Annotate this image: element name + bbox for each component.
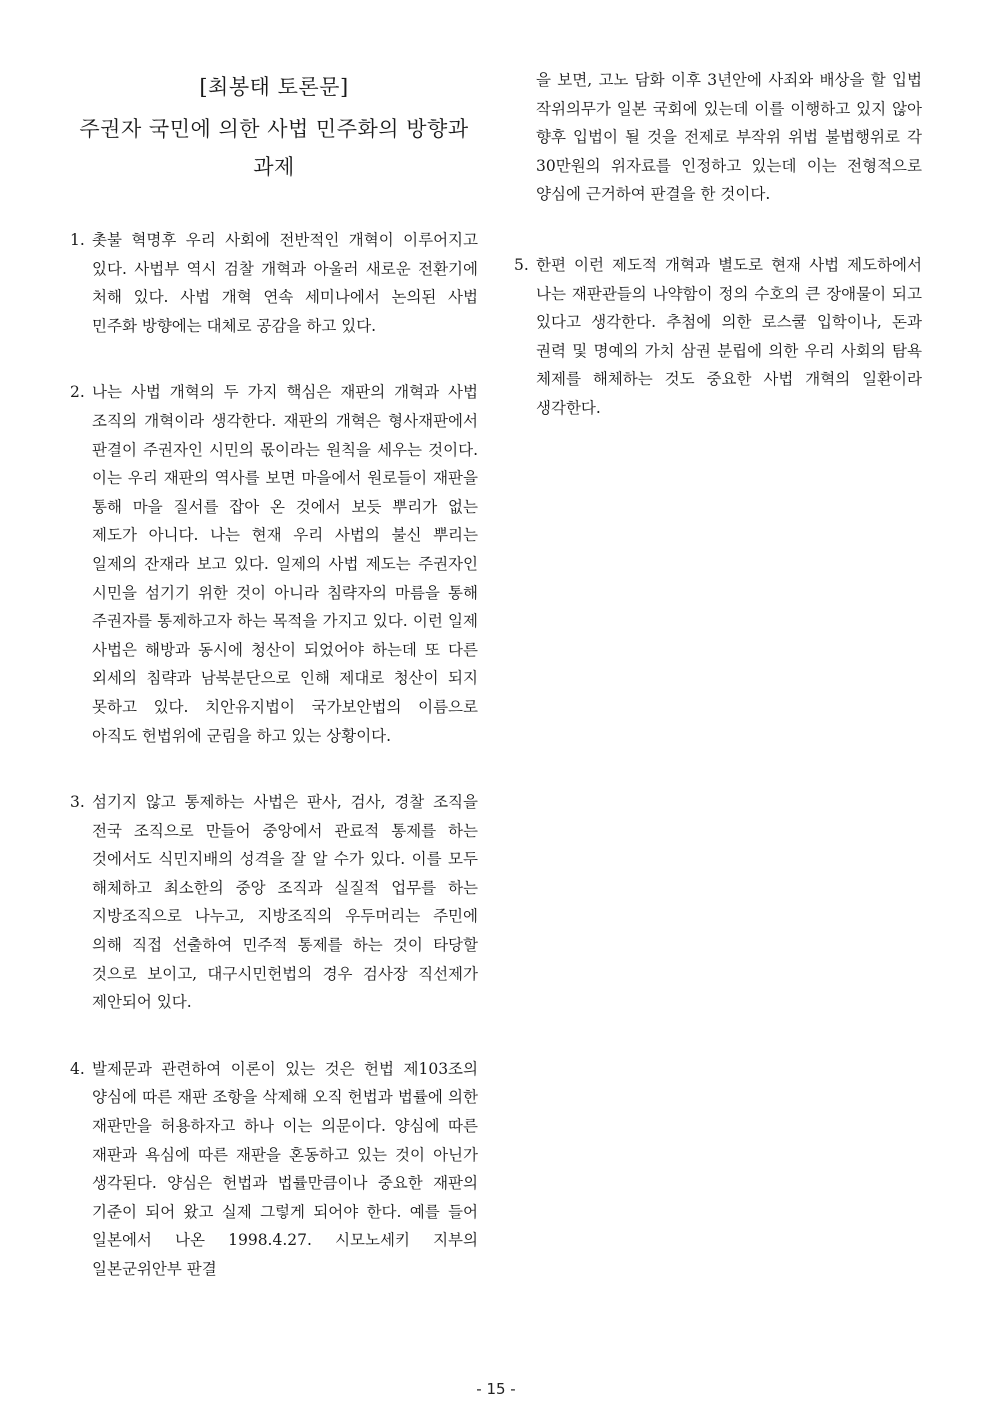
paragraph-text: 나는 사법 개혁의 두 가지 핵심은 재판의 개혁과 사법 조직의 개혁이라 생각한다. 재판의 개혁은 형사재판에서 판결이 주권자인 시민의 몫이라는 원칙을 세우는 것이다. 이는 우리 재판의 역사를 보면 마을에서 원로들이 재판을 통해 마을 질서를 잡아 온 것에서 보듯 뿌리가 없는 제도가 아니다. 나는 현재 우리 사법의 불신 뿌리는 일제의 잔재라 보고 있다. 일제의 사법 제도는 주권자인 시민을 섬기기 위한 것이 아니라 침략자의 마름을 통해 주권자를 통제하고자 하는 목적을 가지고 있다. 이런 일제 사법은 해방과 동시에 청산이 되었어야 하는데 또 다른 외세의 침략과 남북분단으로 인해 제대로 청산이 되지 못하고 있다. 치안유지법이 국가보안법의 이름으로 아직도 헌법위에 군림을 하고 있는 상황이다. xyxy=(92,383,478,745)
left-column xyxy=(70,0,478,1284)
document-subtitle: 주권자 국민에 의한 사법 민주화의 방향과 과제 xyxy=(79,117,469,179)
numbered-paragraph-4 xyxy=(70,1055,478,1284)
heading-block xyxy=(70,68,478,186)
numbered-paragraph-1 xyxy=(70,226,478,340)
paragraph-number: 5. xyxy=(514,255,529,274)
paragraph-text: 한편 이런 제도적 개혁과 별도로 현재 사법 제도하에서 나는 재판관들의 나약함이 정의 수호의 큰 장애물이 되고 있다고 생각한다. 추첨에 의한 로스쿨 입학이나, 돈과 권력 및 명예의 가치 삼권 분립에 의한 우리 사회의 탐욕 체제를 해체하는 것도 중요한 사법 개혁의 일환이라 생각한다. xyxy=(536,255,922,417)
page-number: - 15 - xyxy=(476,1380,516,1398)
paragraph-number: 2. xyxy=(70,383,85,402)
paragraph-number: 1. xyxy=(70,231,85,249)
numbered-paragraph-3 xyxy=(70,788,478,1017)
paragraph-number: 4. xyxy=(70,1059,85,1078)
numbered-paragraph-2 xyxy=(70,378,478,750)
paragraph-text: 발제문과 관련하여 이론이 있는 것은 헌법 제103조의 양심에 따른 재판 조항을 삭제해 오직 헌법과 법률에 의한 재판만을 허용하자고 하나 이는 의문이다. 양심에 따른 재판과 욕심에 따른 재판을 혼동하고 있는 것이 아닌가 생각된다. 양심은 헌법과 법률만큼이나 중요한 재판의 기준이 되어 왔고 실제 그렇게 되어야 한다. 예를 들어 일본에서 나온 1998.4.27. 시모노세키 지부의 일본군위안부 판결 xyxy=(92,1059,478,1278)
paragraph-number: 3. xyxy=(70,793,85,812)
numbered-paragraph-5 xyxy=(514,251,922,423)
right-column xyxy=(514,0,922,423)
paragraph-4-continuation: 을 보면, 고노 담화 이후 3년안에 사죄와 배상을 할 입법 작위의무가 일본 국회에 있는데 이를 이행하고 있지 않아 향후 입법이 될 것을 전제로 부작위 위법 불법행위로 각 30만원의 위자료를 인정하고 있는데 이는 전형적으로 양심에 근거하여 판결을 한 것이다. xyxy=(536,71,922,204)
paragraph-text: 섬기지 않고 통제하는 사법은 판사, 검사, 경찰 조직을 전국 조직으로 만들어 중앙에서 관료적 통제를 하는 것에서도 식민지배의 성격을 잘 알 수가 있다. 이를 모두 해체하고 최소한의 중앙 조직과 실질적 업무를 하는 지방조직으로 나누고, 지방조직의 우두머리는 주민에 의해 직접 선출하여 민주적 통제를 하는 것이 타당할 것으로 보이고, 대구시민헌법의 경우 검사장 직선제가 제안되어 있다. xyxy=(92,793,478,1012)
document-title: [최봉태 토론문] xyxy=(199,75,349,99)
paragraph-text: 촛불 혁명후 우리 사회에 전반적인 개혁이 이루어지고 있다. 사법부 역시 검찰 개혁과 아울러 새로운 전환기에 처해 있다. 사법 개혁 연속 세미나에서 논의된 사법 민주화 방향에는 대체로 공감을 하고 있다. xyxy=(92,231,478,335)
